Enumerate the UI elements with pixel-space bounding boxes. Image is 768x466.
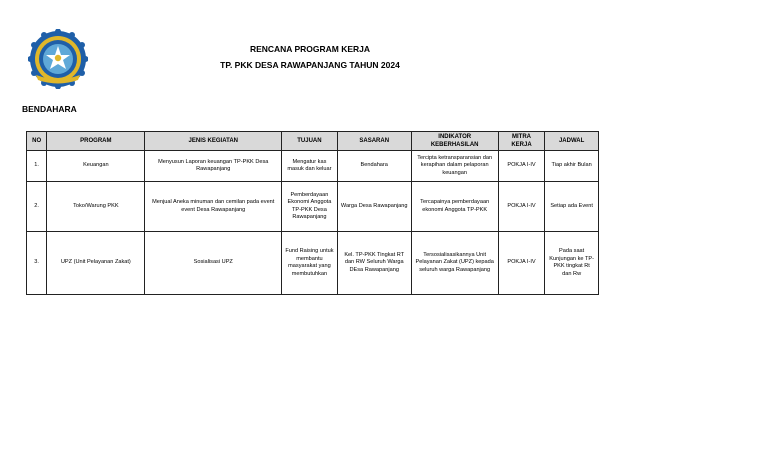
program-table (26, 131, 599, 295)
table-row (27, 182, 599, 232)
page-subtitle: TP. PKK DESA RAWAPANJANG TAHUN 2024 (220, 60, 400, 70)
cell-sasaran: Warga Desa Rawapanjang (337, 182, 411, 232)
cell-no: 1. (27, 151, 47, 182)
cell-mitra: POKJA I-IV (498, 151, 545, 182)
cell-indikator: Tersosialisasikannya Unit Pelayanan Zakat (UPZ) kepada seluruh warga Rawapanjang (411, 232, 498, 295)
column-header-tujuan: TUJUAN (282, 132, 338, 151)
column-header-sasaran: SASARAN (337, 132, 411, 151)
cell-program: UPZ (Unit Pelayanan Zakat) (47, 232, 145, 295)
cell-indikator: Tercapainya pemberdayaan ekonomi Anggota TP-PKK (411, 182, 498, 232)
table-row (27, 151, 599, 182)
cell-jadwal: Pada saat Kunjungan ke TP-PKK tingkat Rt dan Rw (545, 232, 599, 295)
column-header-no: NO (27, 132, 47, 151)
pkk-logo-icon (28, 29, 88, 89)
column-header-jadwal: JADWAL (545, 132, 599, 151)
column-header-indikator: INDIKATOR KEBERHASILAN (411, 132, 498, 151)
cell-tujuan: Pemberdayaan Ekonomi Anggota TP-PKK Desa Rawapanjang (282, 182, 338, 232)
table-row (27, 232, 599, 295)
cell-program: Keuangan (47, 151, 145, 182)
cell-jenis-kegiatan: Menyusun Laporan keuangan TP-PKK Desa Rawapanjang (145, 151, 282, 182)
cell-no: 2. (27, 182, 47, 232)
column-header-mitra-kerja: MITRA KERJA (498, 132, 545, 151)
cell-jadwal: Tiap akhir Bulan (545, 151, 599, 182)
column-header-program: PROGRAM (47, 132, 145, 151)
page-title: RENCANA PROGRAM KERJA (249, 44, 371, 54)
cell-no: 3. (27, 232, 47, 295)
cell-mitra: POKJA I-IV (498, 182, 545, 232)
cell-jenis-kegiatan: Sosialisasi UPZ (145, 232, 282, 295)
cell-indikator: Tercipta ketransparansian dan kerapihan dalam pelaporan keuangan (411, 151, 498, 182)
cell-mitra: POKJA I-IV (498, 232, 545, 295)
section-title: BENDAHARA (22, 104, 77, 114)
cell-tujuan: Fund Raising untuk membantu masyarakat yang membutuhkan (282, 232, 338, 295)
column-header-jenis-kegiatan: JENIS KEGIATAN (145, 132, 282, 151)
cell-tujuan: Mengatur kas masuk dan keluar (282, 151, 338, 182)
cell-jadwal: Setiap ada Event (545, 182, 599, 232)
cell-sasaran: Bendahara (337, 151, 411, 182)
cell-jenis-kegiatan: Menjual Aneka minuman dan cemilan pada event event Desa Rawapanjang (145, 182, 282, 232)
cell-sasaran: Kel. TP-PKK Tingkat RT dan RW Seluruh Warga DEsa Rawapanjang (337, 232, 411, 295)
table-header-row (27, 132, 599, 151)
cell-program: Toko/Warung PKK (47, 182, 145, 232)
